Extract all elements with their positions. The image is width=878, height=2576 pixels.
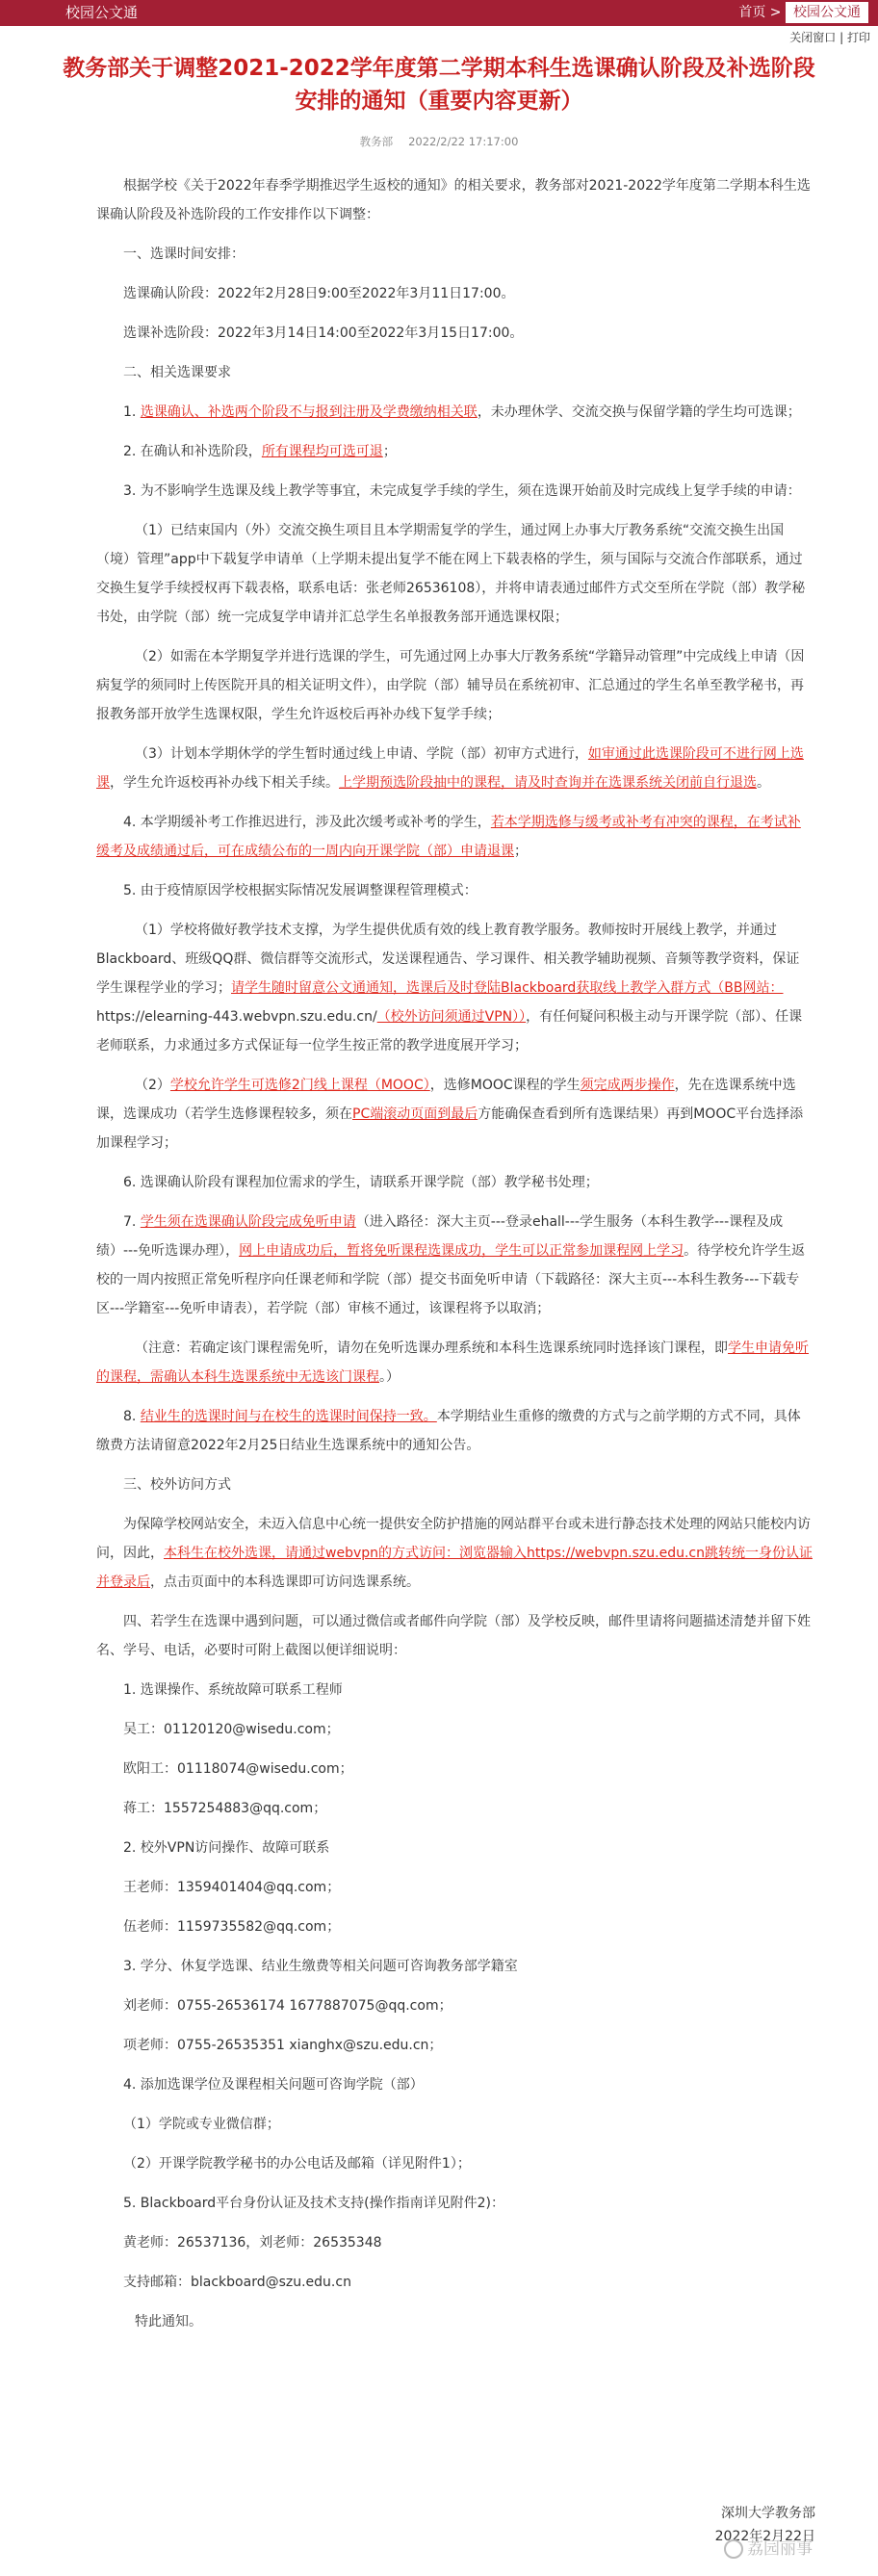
page-title: 教务部关于调整2021-2022学年度第二学期本科生选课确认阶段及补选阶段安排的通知（重要内容更新） xyxy=(63,56,815,114)
section-heading: 二、相关选课要求 xyxy=(123,365,231,380)
note-paragraph: （注意：若确定该门课程需免听，请勿在免听选课办理系统和本科生选课系统同时选择该门课程，即学生申请免听的课程，需确认本科生选课系统中无选该门课程。） xyxy=(96,1340,809,1385)
contact-heading: 5. Blackboard平台身份认证及技术支持(操作指南详见附件2)： xyxy=(123,2196,504,2211)
sign-org: 深圳大学教务部 xyxy=(721,2506,815,2521)
requirement-subitem: （2）如需在本学期复学并进行选课的学生，可先通过网上办事大厅教务系统“学籍异动管理”中完成线上申请（因病复学的须同时上传医院开具的相关证明文件），由学院（部）辅导员在系统初审、汇总通过的学生名单至教学秘书，再报教务部开放学生选课权限，学生允许返校后再补办线下复学手续； xyxy=(96,649,805,722)
time-line-confirm: 选课确认阶段：2022年2月28日9:00至2022年3月11日17:00。 xyxy=(123,286,515,301)
watermark: 荔园丽事 xyxy=(724,2535,813,2559)
contact-line: （1）学院或专业微信群； xyxy=(123,2117,280,2132)
requirement-subitem: （2）学校允许学生可选修2门线上课程（MOOC），选修MOOC课程的学生须完成两步操作，先在选课系统中选课，选课成功（若学生选修课程较多，须在PC端滚动页面到最后方能确保查看到所有选课结果）再到MOOC平台选择添加课程学习； xyxy=(96,1078,804,1151)
access-paragraph: 为保障学校网站安全，未迈入信息中心统一提供安全防护措施的网站群平台或未进行静态技术处理的网站只能校内访问，因此，本科生在校外选课，请通过webvpn的方式访问：浏览器输入https://webvpn.szu.edu.cn跳转统一身份认证并登录后，点击页面中的本科选课即可访问选课系统。 xyxy=(96,1517,813,1590)
contact-line: 蒋工：1557254883@qq.com； xyxy=(123,1801,327,1816)
publish-time: 2022/2/22 17:17:00 xyxy=(408,135,519,148)
closing-line: 特此通知。 xyxy=(135,2314,202,2329)
time-line-supplement: 选课补选阶段：2022年3月14日14:00至2022年3月15日17:00。 xyxy=(123,325,524,341)
requirement-item: 6. 选课确认阶段有课程加位需求的学生，请联系开课学院（部）教学秘书处理； xyxy=(123,1175,599,1190)
top-bar xyxy=(0,0,878,26)
requirement-item: 3. 为不影响学生选课及线上教学等事宜，未完成复学手续的学生，须在选课开始前及时完成线上复学手续的申请： xyxy=(123,483,801,499)
section-heading: 一、选课时间安排： xyxy=(123,247,245,262)
blackboard-link[interactable]: https://elearning-443.webvpn.szu.edu.cn/ xyxy=(96,1009,377,1025)
publisher: 教务部 xyxy=(359,135,394,148)
contact-line: 刘老师：0755-26536174 1677887075@qq.com； xyxy=(123,1998,452,2014)
requirement-item: 5. 由于疫情原因学校根据实际情况发展调整课程管理模式： xyxy=(123,883,478,898)
requirement-item: 4. 本学期缓补考工作推迟进行，涉及此次缓考或补考的学生，若本学期选修与缓考或补考有冲突的课程，在考试补缓考及成绩通过后，可在成绩公布的一周内向开课学院（部）申请退课； xyxy=(96,815,801,859)
requirement-item: 2. 在确认和补选阶段，所有课程均可选可退； xyxy=(123,444,397,459)
breadcrumb xyxy=(738,0,868,26)
contact-line: 吴工：01120120@wisedu.com； xyxy=(123,1722,340,1737)
webvpn-link[interactable]: 本科生在校外选课，请通过webvpn的方式访问：浏览器输入https://webvpn.szu.edu.cn跳转统一身份认证并登录后 xyxy=(96,1546,813,1590)
requirement-item: 8. 结业生的选课时间与在校生的选课时间保持一致。本学期结业生重修的缴费的方式与之前学期的方式不同，具体缴费方法请留意2022年2月25日结业生选课系统中的通知公告。 xyxy=(96,1409,801,1453)
requirement-item: 1. 选课确认、补选两个阶段不与报到注册及学费缴纳相关联，未办理休学、交流交换与保留学籍的学生均可选课； xyxy=(123,404,801,420)
utility-links xyxy=(789,29,870,45)
contact-line: 项老师：0755-26535351 xianghx@szu.edu.cn； xyxy=(123,2038,443,2053)
section-heading: 四、若学生在选课中遇到问题，可以通过微信或者邮件向学院（部）及学校反映，邮件里请将问题描述清楚并留下姓名、学号、电话，必要时可附上截图以便详细说明： xyxy=(96,1614,811,1658)
contact-line: （2）开课学院教学秘书的办公电话及邮箱（详见附件1）； xyxy=(123,2156,471,2172)
section-heading: 三、校外访问方式 xyxy=(123,1477,231,1493)
contact-line: 伍老师：1159735582@qq.com； xyxy=(123,1919,341,1935)
utility-separator: | xyxy=(836,31,847,44)
contact-heading: 3. 学分、休复学选课、结业生缴费等相关问题可咨询教务部学籍室 xyxy=(123,1959,518,1974)
article-meta xyxy=(0,134,878,149)
contact-line: 王老师：1359401404@qq.com； xyxy=(123,1880,341,1895)
requirement-subitem: （1）学校将做好教学技术支撑，为学生提供优质有效的线上教育教学服务。教师按时开展线上教学，并通过Blackboard、班级QQ群、微信群等交流形式，发送课程通告、学习课件、相关教学辅助视频、音频等教学资料，保证学生课程学业的学习；请学生随时留意公文通通知，选课后及时登陆Blackboard获取线上教学入群方式（BB网站：https://elearning-443.webvpn.szu.edu.cn/（校外访问须通过VPN）），有任何疑问积极主动与开课学院（部）、任课老师联系，力求通过多方式保证每一位学生按正常的教学进度展开学习； xyxy=(96,923,803,1054)
intro-paragraph: 根据学校《关于2022年春季学期推迟学生返校的通知》的相关要求，教务部对2021-2022学年度第二学期本科生选课确认阶段及补选阶段的工作安排作以下调整： xyxy=(96,178,811,222)
brand-title: 校园公文通 xyxy=(65,4,139,21)
contact-heading: 4. 添加选课学位及课程相关问题可咨询学院（部） xyxy=(123,2077,424,2093)
contact-heading: 2. 校外VPN访问操作、故障可联系 xyxy=(123,1840,330,1856)
contact-heading: 1. 选课操作、系统故障可联系工程师 xyxy=(123,1682,343,1698)
breadcrumb-current[interactable]: 校园公文通 xyxy=(786,2,868,23)
close-window-link[interactable]: 关闭窗口 xyxy=(789,31,837,44)
contact-line: 欧阳工：01118074@wisedu.com； xyxy=(123,1761,353,1777)
sign-date: 2022年2月22日 xyxy=(714,2529,815,2544)
article-body xyxy=(96,171,813,2336)
watermark-icon xyxy=(724,2539,743,2559)
requirement-subitem: （1）已结束国内（外）交流交换生项目且本学期需复学的学生，通过网上办事大厅教务系统“交流交换生出国（境）管理”app中下载复学申请单（上学期未提出复学不能在网上下载表格的学生，须与国际与交流合作部联系，通过交换生复学手续授权再下载表格，联系电话：张老师26536108），并将申请表通过邮件方式交至所在学院（部）教学秘书处，由学院（部）统一完成复学申请并汇总学生名单报教务部开通选课权限； xyxy=(96,523,806,625)
breadcrumb-home-link[interactable]: 首页 xyxy=(738,5,766,20)
contact-line: 支持邮箱：blackboard@szu.edu.cn xyxy=(123,2275,351,2290)
contact-line: 黄老师：26537136，刘老师：26535348 xyxy=(123,2235,382,2251)
print-link[interactable]: 打印 xyxy=(846,31,870,44)
breadcrumb-separator: > xyxy=(765,5,786,20)
requirement-item: 7. 学生须在选课确认阶段完成免听申请（进入路径：深大主页---登录ehall---学生服务（本科生教学---课程及成绩）---免听选课办理），网上申请成功后，暂将免听课程选课成功，学生可以正常参加课程网上学习。待学校允许学生返校的一周内按照正常免听程序向任课老师和学院（部）提交书面免听申请（下载路径：深大主页---本科生教务---下载专区---学籍室---免听申请表），若学院（部）审核不通过，该课程将予以取消； xyxy=(96,1214,806,1316)
requirement-subitem: （3）计划本学期休学的学生暂时通过线上申请、学院（部）初审方式进行，如审通过此选课阶段可不进行网上选课，学生允许返校再补办线下相关手续。上学期预选阶段抽中的课程，请及时查询并在选课系统关闭前自行退选。 xyxy=(96,746,804,791)
